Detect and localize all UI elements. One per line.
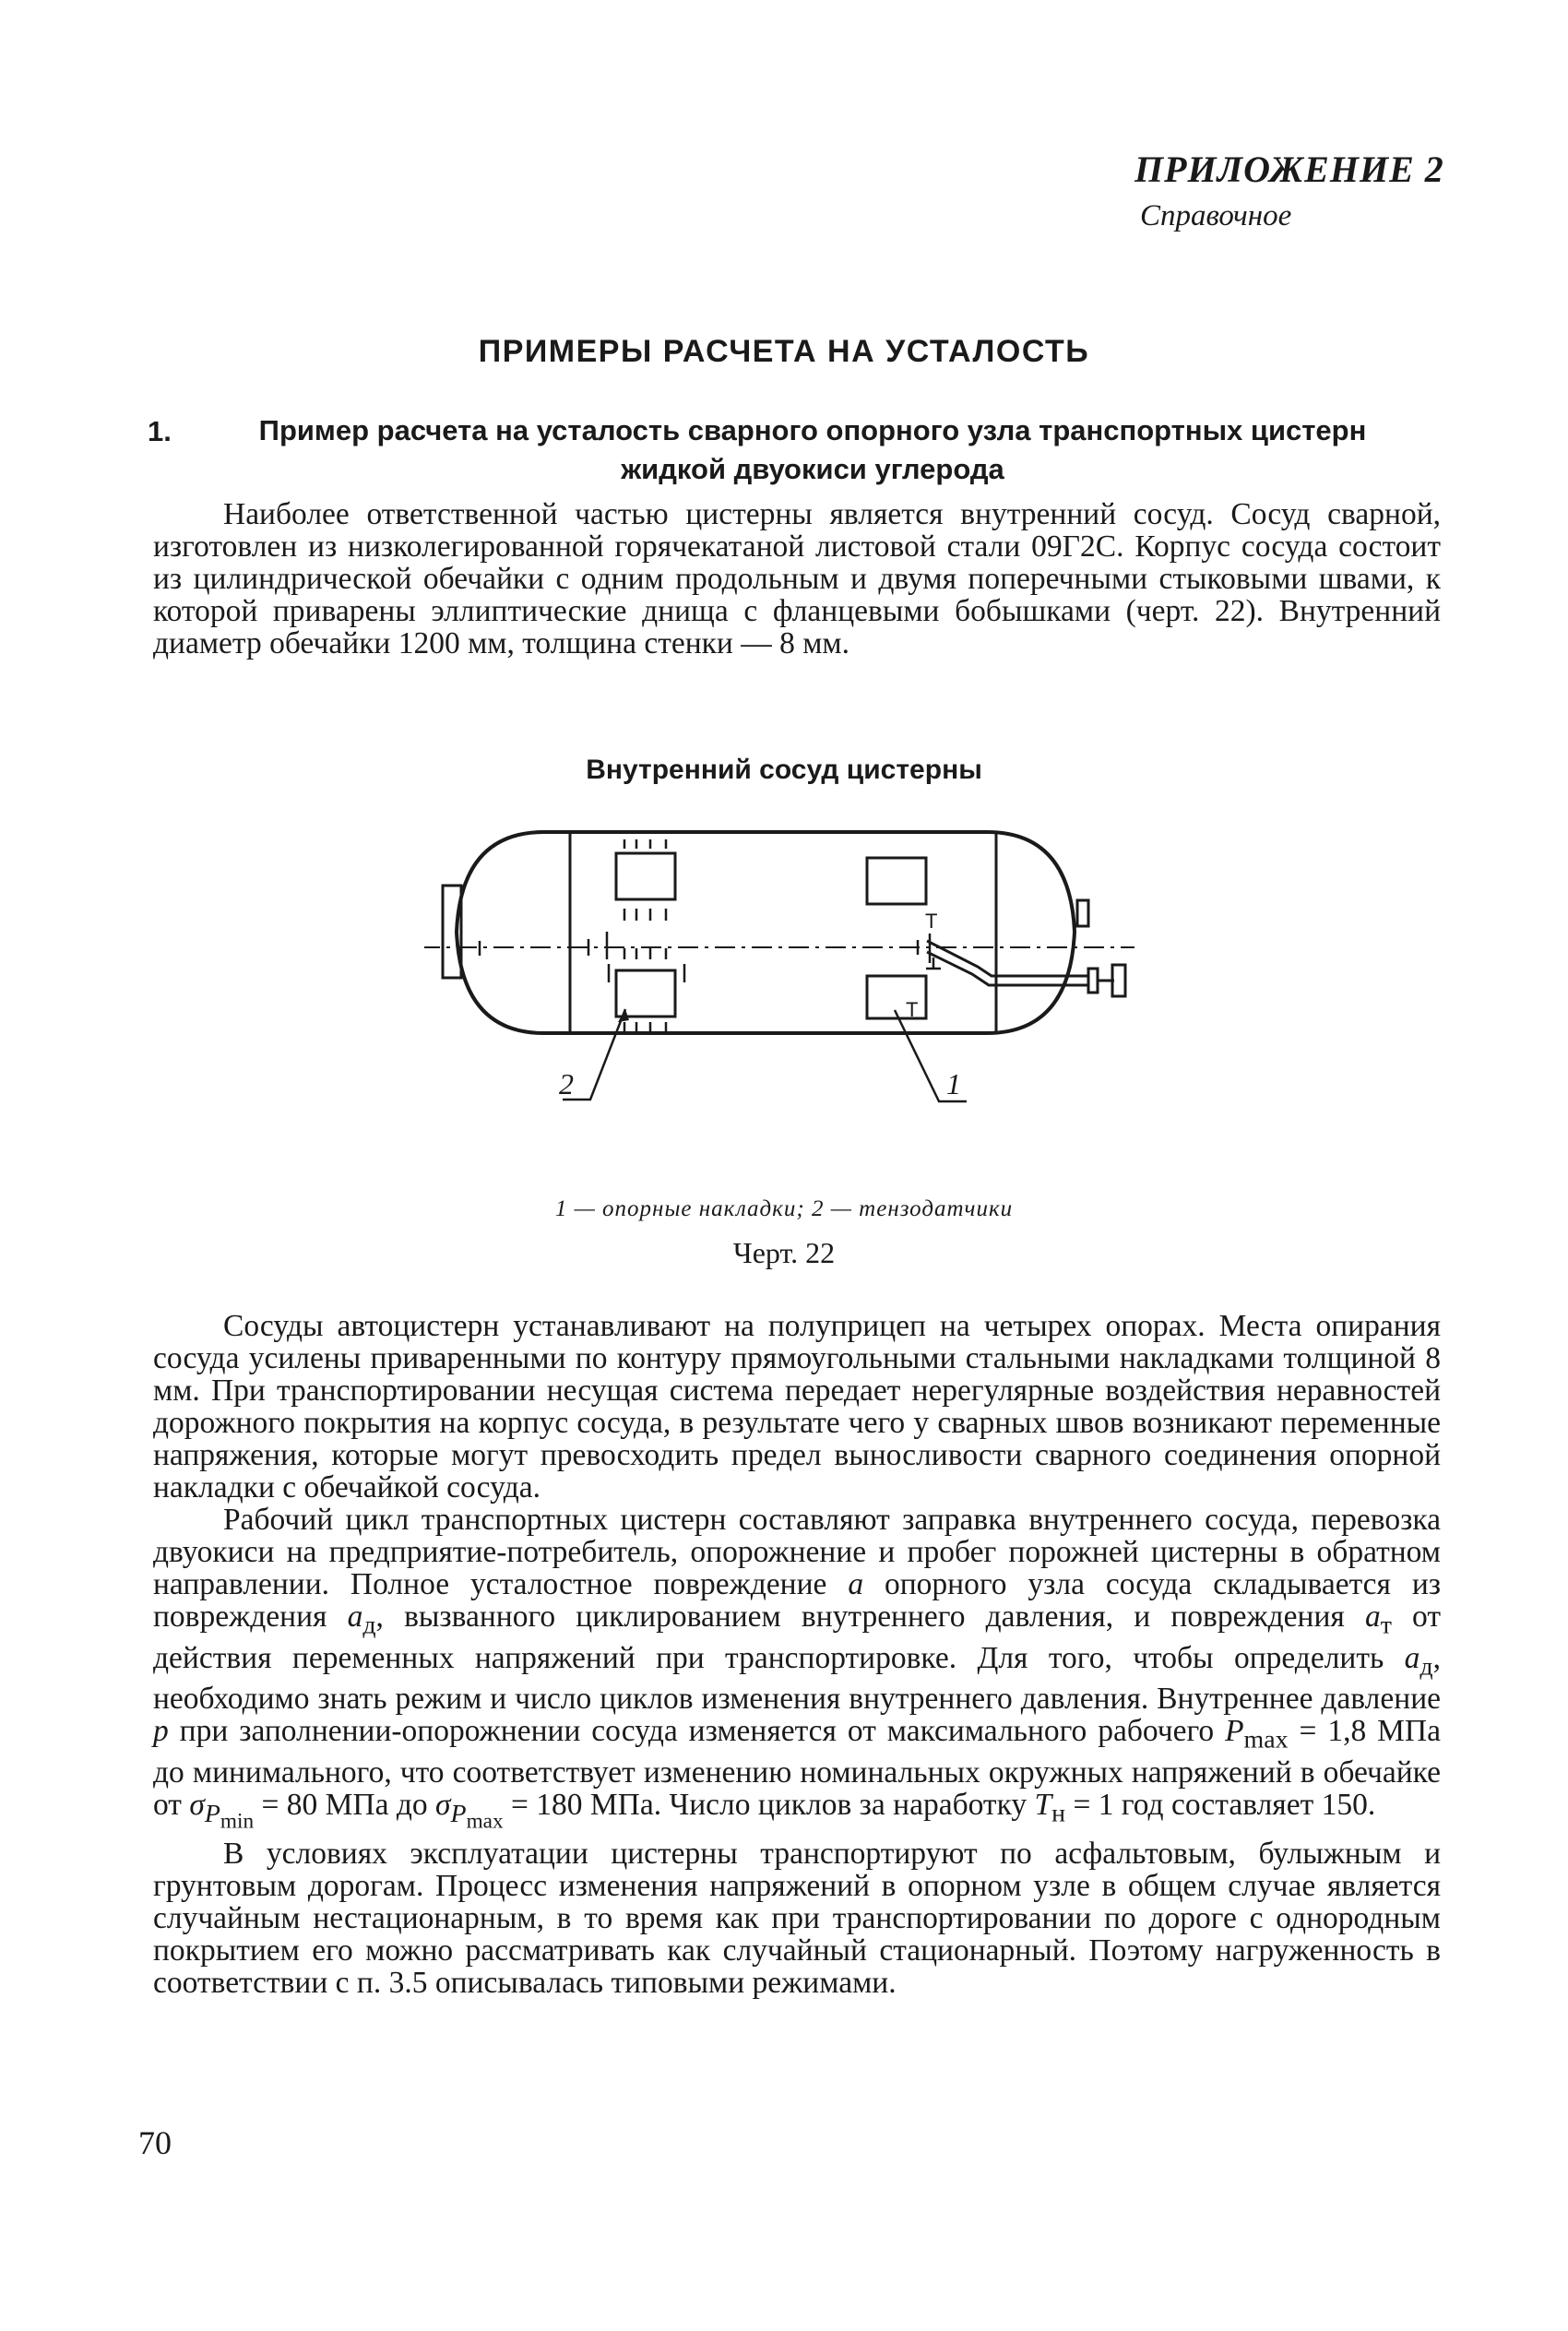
figure-number: Черт. 22: [732, 1236, 836, 1269]
paragraph-road-conditions: В условиях эксплуатации цистерны транспортируют по асфальтовым, булыжным и грунтовым дорогам. Процесс изменения напряжений в опорном узле в общем случае является случайным нестационарным, в то время как при транспортировании по дороге с однородным покрытием его можно рассматривать как случайный стационарный. Поэтому нагруженность в соответствии с п. 3.5 описывалась типовыми режимами.: [153, 1837, 1441, 2001]
section-title-line-1: Пример расчета на усталость сварного опорного узла транспортных цистерн: [258, 414, 1367, 446]
body-text: [153, 1310, 1441, 1999]
paragraph-supports: Сосуды автоцистерн устанавливают на полуприцеп на четырех опорах. Места опирания сосуда усилены приваренными по контуру прямоугольными стальными накладками толщиной 8 мм. При транспортировании несущая система передает нерегулярные воздействия неравностей дорожного покрытия на корпус сосуда, в результате чего у сварных швов возникают переменные напряжения, которые могут превосходить предел выносливости сварного соединения опорной накладки с обечайкой сосуда.: [153, 1309, 1441, 1504]
outlet-cap: [1112, 965, 1125, 996]
figure-title: Внутренний сосуд цистерны: [586, 755, 982, 785]
figure-legend: 1 — опорные накладки; 2 — тензодатчики: [554, 1196, 1014, 1221]
intro-paragraph-block: [153, 498, 1441, 660]
section-title-line-2: жидкой двуокиси углерода: [621, 453, 1004, 485]
callout-1: 1: [946, 1067, 961, 1100]
appendix-note: Справочное: [1140, 199, 1292, 232]
page-title: ПРИМЕРЫ РАСЧЕТА НА УСТАЛОСТЬ: [478, 334, 1090, 369]
vessel-shell: [457, 832, 1075, 1033]
intro-paragraph: Наиболее ответственной частью цистерны является внутренний сосуд. Сосуд сварной, изготовлен из низколегированной горячекатаной листовой стали 09Г2С. Корпус сосуда состоит из цилиндрической обечайки с одним продольным и двумя поперечными стыковыми швами, к которой приварены эллиптические днища с фланцевыми бобышками (черт. 22). Внутренний диаметр обечайки 1200 мм, толщина стенки — 8 мм.: [153, 497, 1441, 660]
page-number: 70: [138, 2124, 172, 2161]
t-mark-bottom: Т: [906, 998, 919, 1021]
t-mark-top: Т: [925, 910, 938, 933]
support-pad-3: [867, 858, 926, 904]
strain-gauges: [607, 839, 684, 1031]
section-number: 1.: [148, 415, 172, 447]
outlet-flange: [1088, 969, 1098, 993]
right-upper-boss: [1077, 900, 1088, 926]
support-pad-1: [616, 853, 675, 899]
vessel-drawing: [424, 812, 1181, 1162]
section-title: [184, 411, 1441, 489]
discharge-pipe: [927, 941, 1088, 976]
callout-2: 2: [559, 1067, 574, 1100]
paragraph-work-cycle: Рабочий цикл транспортных цистерн составляют заправка внутреннего сосуда, перевозка двуокиси на предприятие-потребитель, опорожнение и пробег порожней цистерны в обратном направлении. Полное усталостное повреждение a опорного узла сосуда складывается из повреждения $a_д$, вызванного циклированием внутреннего давления, и повреждения $a_т$ от действия переменных напряжений при транспортировке. Для того, чтобы определить $a_д$, необходимо знать режим и число циклов изменения внутреннего давления. Внутреннее давление p при заполнении-опорожнении сосуда изменяется от максимального рабочего $P_{max} = 1,8$ МПа до минимального, что соответствует изменению номинальных окружных напряжений в обечайке от $\sigma_{P_{min}} = 80$ МПа до $\sigma_{P_{max}} = 180$ МПа. Число циклов за наработку $T_н = 1$ год составляет 150.: [153, 1503, 1441, 1834]
appendix-label: ПРИЛОЖЕНИЕ 2: [1134, 149, 1444, 190]
